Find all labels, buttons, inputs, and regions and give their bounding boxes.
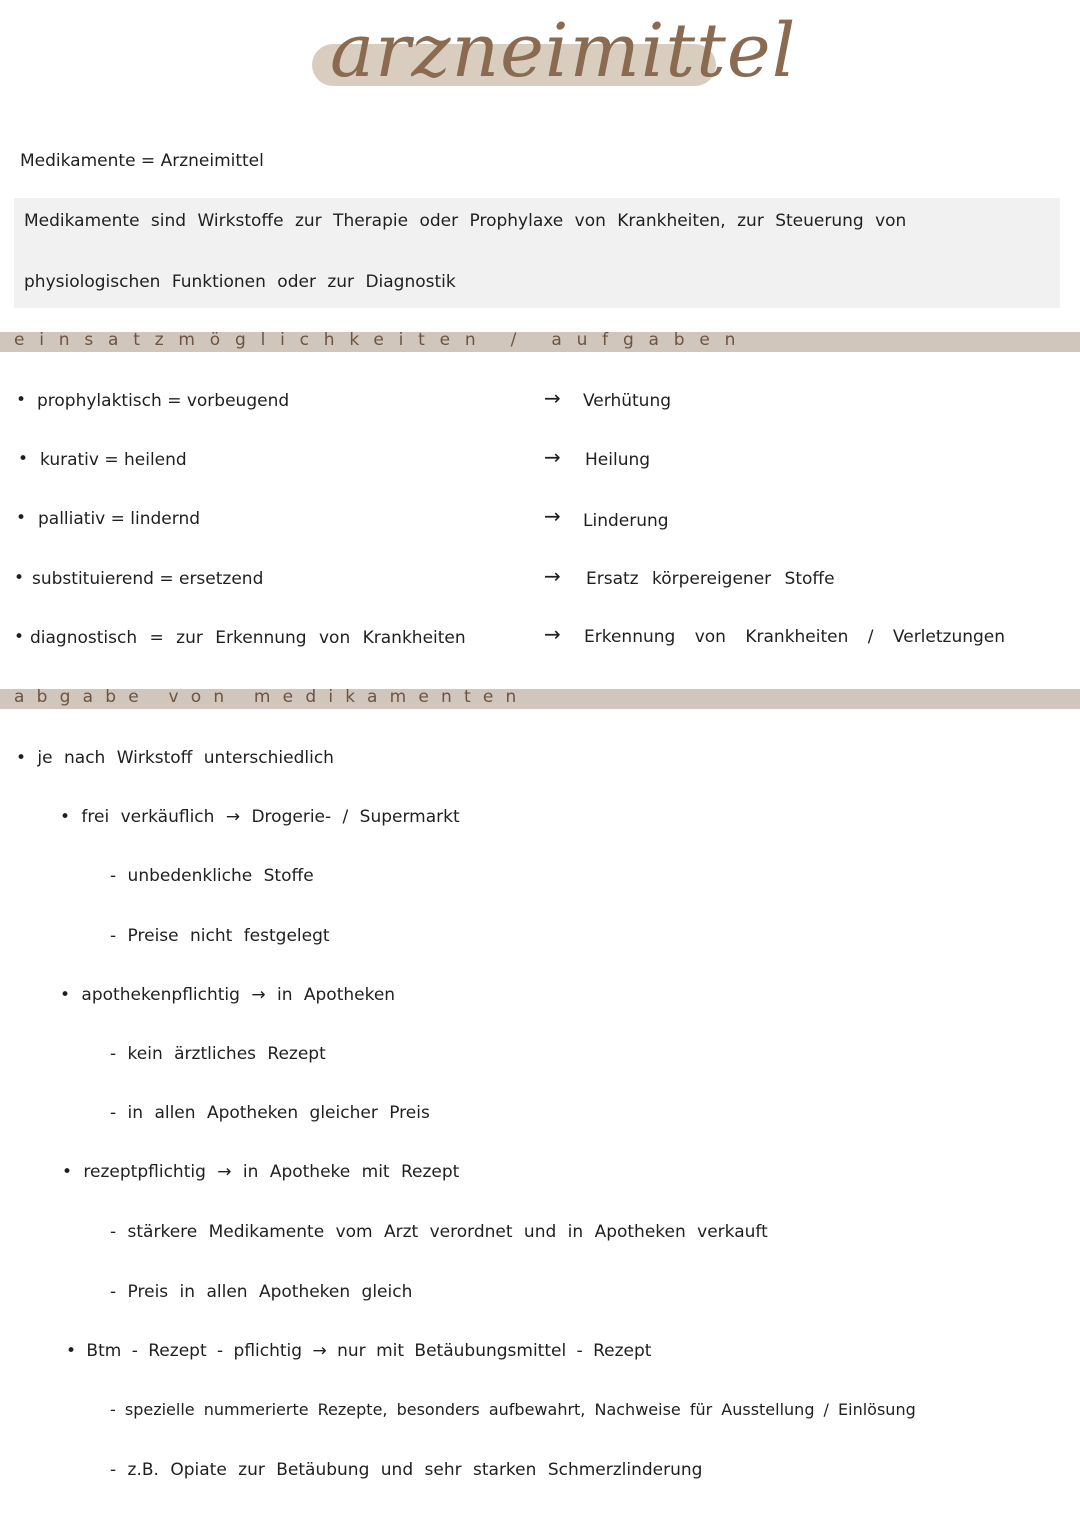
bullet-icon: • (16, 390, 27, 410)
use-left: kurativ = heilend (40, 450, 187, 470)
bullet-icon: • (16, 508, 27, 528)
list-item: • Btm - Rezept - pflichtig → nur mit Betäubungsmittel - Rezept (66, 1341, 652, 1361)
arrow-right-icon: → (544, 504, 561, 528)
use-right: Heilung (585, 450, 651, 470)
list-item: • je nach Wirkstoff unterschiedlich (16, 748, 334, 768)
section-heading: einsatzmöglichkeiten / aufgaben (14, 330, 751, 350)
page-title: arzneimittel (330, 8, 797, 94)
intro-line: Medikamente = Arzneimittel (20, 151, 264, 171)
arrow-right-icon: → (544, 564, 561, 588)
section-heading-band (0, 332, 1080, 352)
use-left: diagnostisch = zur Erkennung von Krankheiten (30, 628, 466, 648)
arrow-right-icon: → (544, 445, 561, 469)
list-item: - unbedenkliche Stoffe (110, 866, 314, 886)
arrow-right-icon: → (544, 622, 561, 646)
bullet-icon: • (14, 627, 25, 647)
list-item: • apothekenpflichtig → in Apotheken (60, 985, 396, 1005)
list-item: - Preise nicht festgelegt (110, 926, 330, 946)
list-item: - z.B. Opiate zur Betäubung und sehr starken Schmerzlinderung (110, 1460, 703, 1480)
bullet-icon: • (14, 568, 25, 588)
use-left: prophylaktisch = vorbeugend (37, 391, 290, 411)
use-right: Verhütung (583, 391, 672, 411)
definition-line-2: physiologischen Funktionen oder zur Diagnostik (24, 272, 456, 292)
list-item: - in allen Apotheken gleicher Preis (110, 1103, 430, 1123)
section-heading: abgabe von medikamenten (14, 687, 529, 707)
list-item: - spezielle nummerierte Rezepte, besonders aufbewahrt, Nachweise für Ausstellung / Einlösung (110, 1400, 916, 1419)
section-heading-band (0, 689, 1080, 709)
list-item: • rezeptpflichtig → in Apotheke mit Rezept (62, 1162, 460, 1182)
list-item: - stärkere Medikamente vom Arzt verordnet und in Apotheken verkauft (110, 1222, 768, 1242)
use-right: Ersatz körpereigener Stoffe (586, 569, 835, 589)
bullet-icon: • (18, 449, 29, 469)
use-left: palliativ = lindernd (38, 509, 201, 529)
list-item: - kein ärztliches Rezept (110, 1044, 326, 1064)
use-right: Linderung (583, 511, 669, 531)
list-item: - Preis in allen Apotheken gleich (110, 1282, 413, 1302)
use-right: Erkennung von Krankheiten / Verletzungen (584, 627, 1006, 647)
use-left: substituierend = ersetzend (32, 569, 264, 589)
list-item: • frei verkäuflich → Drogerie- / Supermarkt (60, 807, 460, 827)
definition-line-1: Medikamente sind Wirkstoffe zur Therapie oder Prophylaxe von Krankheiten, zur Steuerung von (24, 211, 907, 231)
arrow-right-icon: → (544, 386, 561, 410)
